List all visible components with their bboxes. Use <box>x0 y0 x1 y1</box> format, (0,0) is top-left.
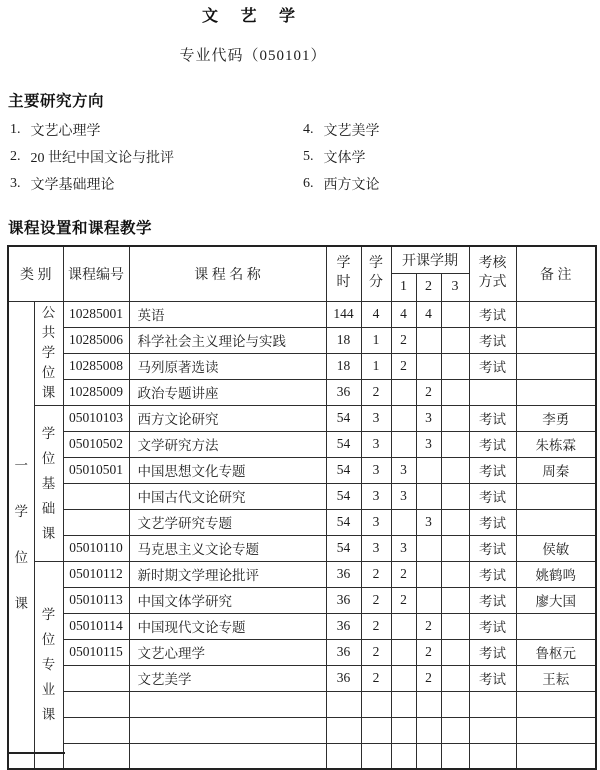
cell-sem1: 3 <box>391 457 416 483</box>
cell-code: 05010113 <box>63 587 129 613</box>
cell-exam: 考试 <box>469 535 516 561</box>
cell-credits: 2 <box>361 639 391 665</box>
cell-exam: 考试 <box>469 353 516 379</box>
course-row <box>8 587 596 613</box>
cell-sem2 <box>416 561 441 587</box>
cell-name: 政治专题讲座 <box>129 379 326 405</box>
cell-note <box>516 353 596 379</box>
header-note: 备 注 <box>516 246 596 301</box>
cell-sem3 <box>441 639 469 665</box>
cell-hours: 36 <box>326 379 361 405</box>
cell-sem3 <box>441 457 469 483</box>
cell-sem1 <box>391 639 416 665</box>
cell-sem1: 2 <box>391 327 416 353</box>
cell-exam: 考试 <box>469 561 516 587</box>
category-group-specialty: 学位专业课 <box>34 561 63 769</box>
cell-sem2: 4 <box>416 301 441 327</box>
cell-credits: 3 <box>361 509 391 535</box>
course-row <box>8 639 596 665</box>
cell-hours: 144 <box>326 301 361 327</box>
cell-sem3 <box>441 301 469 327</box>
cell-hours: 54 <box>326 457 361 483</box>
cell-name: 中国文体学研究 <box>129 587 326 613</box>
cell-code: 05010115 <box>63 639 129 665</box>
category-group-foundation: 学位基础课 <box>34 405 63 561</box>
cell-credits: 1 <box>361 353 391 379</box>
direction-label: 文体学 <box>323 150 366 166</box>
cell-sem2 <box>416 457 441 483</box>
cell-name: 马列原著选读 <box>129 353 326 379</box>
cell-exam: 考试 <box>469 327 516 353</box>
course-row <box>8 301 596 327</box>
cell-credits: 2 <box>361 613 391 639</box>
cell-credits: 3 <box>361 405 391 431</box>
cell-sem3 <box>441 691 469 717</box>
cell-credits: 4 <box>361 301 391 327</box>
cell-note: 王耘 <box>516 665 596 691</box>
cell-sem3 <box>441 561 469 587</box>
cell-sem2 <box>416 327 441 353</box>
cell-note: 周秦 <box>516 457 596 483</box>
header-hours: 学时 <box>326 246 361 301</box>
cell-code: 10285006 <box>63 327 129 353</box>
direction-label: 文艺美学 <box>323 123 380 139</box>
cell-credits: 2 <box>361 561 391 587</box>
cell-sem1: 2 <box>391 353 416 379</box>
course-row <box>8 665 596 691</box>
cell-note <box>516 691 596 717</box>
direction-item-4 <box>303 120 590 140</box>
cell-note: 鲁枢元 <box>516 639 596 665</box>
header-sem-2: 2 <box>416 273 441 301</box>
cell-name: 西方文论研究 <box>129 405 326 431</box>
directions-row <box>10 170 590 197</box>
cell-name <box>129 691 326 717</box>
direction-number: 3. <box>10 175 21 191</box>
direction-number: 5. <box>303 148 314 164</box>
cell-note: 李勇 <box>516 405 596 431</box>
category-column-bottom-border <box>7 752 65 754</box>
cell-credits: 3 <box>361 535 391 561</box>
cell-sem3 <box>441 535 469 561</box>
cell-exam: 考试 <box>469 457 516 483</box>
cell-note: 朱栋霖 <box>516 431 596 457</box>
cell-hours <box>326 743 361 769</box>
direction-label: 西方文论 <box>323 177 380 193</box>
direction-item-2 <box>10 147 303 167</box>
cell-code: 05010112 <box>63 561 129 587</box>
cell-hours: 36 <box>326 665 361 691</box>
cell-exam <box>469 743 516 769</box>
cell-code: 05010502 <box>63 431 129 457</box>
course-row <box>8 327 596 353</box>
cell-name: 中国古代文论研究 <box>129 483 326 509</box>
cell-credits <box>361 717 391 743</box>
direction-number: 1. <box>10 121 21 137</box>
cell-sem2 <box>416 717 441 743</box>
cell-exam <box>469 717 516 743</box>
cell-credits: 2 <box>361 379 391 405</box>
cell-hours <box>326 717 361 743</box>
direction-label: 20 世纪中国文论与批评 <box>30 150 174 166</box>
empty-row <box>8 717 596 743</box>
cell-hours: 36 <box>326 639 361 665</box>
cell-sem1: 3 <box>391 535 416 561</box>
cell-exam: 考试 <box>469 587 516 613</box>
cell-note <box>516 301 596 327</box>
cell-code: 05010501 <box>63 457 129 483</box>
cell-hours: 54 <box>326 405 361 431</box>
header-semesters: 开课学期 <box>391 246 469 273</box>
direction-number: 6. <box>303 175 314 191</box>
cell-code <box>63 509 129 535</box>
course-row <box>8 457 596 483</box>
cell-hours: 54 <box>326 431 361 457</box>
course-row <box>8 509 596 535</box>
cell-note <box>516 717 596 743</box>
cell-sem2 <box>416 483 441 509</box>
header-course-code: 课程编号 <box>63 246 129 301</box>
cell-name: 新时期文学理论批评 <box>129 561 326 587</box>
cell-sem1 <box>391 613 416 639</box>
cell-sem3 <box>441 431 469 457</box>
cell-note <box>516 483 596 509</box>
category-outer-degree-courses: 一学位课 <box>8 301 34 769</box>
cell-hours: 54 <box>326 535 361 561</box>
cell-code <box>63 483 129 509</box>
cell-credits: 2 <box>361 587 391 613</box>
course-row <box>8 405 596 431</box>
courses-heading: 课程设置和课程教学 <box>8 220 153 237</box>
cell-sem1 <box>391 431 416 457</box>
cell-sem1: 2 <box>391 587 416 613</box>
course-row <box>8 535 596 561</box>
cell-hours: 18 <box>326 327 361 353</box>
cell-code <box>63 743 129 769</box>
course-row <box>8 483 596 509</box>
header-exam-method: 考核方式 <box>469 246 516 301</box>
cell-credits: 1 <box>361 327 391 353</box>
cell-exam: 考试 <box>469 639 516 665</box>
page-title: 文 艺 学 <box>202 8 304 25</box>
cell-code: 05010110 <box>63 535 129 561</box>
header-sem-1: 1 <box>391 273 416 301</box>
course-row <box>8 379 596 405</box>
cell-name: 英语 <box>129 301 326 327</box>
cell-sem1 <box>391 665 416 691</box>
cell-sem1: 2 <box>391 561 416 587</box>
header-category: 类 别 <box>8 246 63 301</box>
directions-row <box>10 143 590 170</box>
cell-sem3 <box>441 483 469 509</box>
cell-sem2 <box>416 691 441 717</box>
cell-credits: 2 <box>361 665 391 691</box>
cell-credits: 3 <box>361 457 391 483</box>
cell-name <box>129 743 326 769</box>
cell-sem3 <box>441 327 469 353</box>
cell-sem2: 2 <box>416 379 441 405</box>
cell-note <box>516 327 596 353</box>
cell-sem1 <box>391 743 416 769</box>
cell-hours <box>326 691 361 717</box>
cell-sem2 <box>416 743 441 769</box>
cell-sem2: 2 <box>416 665 441 691</box>
cell-note: 姚鹤鸣 <box>516 561 596 587</box>
cell-name: 科学社会主义理论与实践 <box>129 327 326 353</box>
direction-label: 文学基础理论 <box>30 177 115 193</box>
category-group-public: 公共学位课 <box>34 301 63 405</box>
direction-item-5 <box>303 147 590 167</box>
cell-sem3 <box>441 665 469 691</box>
cell-sem2 <box>416 587 441 613</box>
cell-sem1 <box>391 405 416 431</box>
cell-sem3 <box>441 509 469 535</box>
cell-hours: 18 <box>326 353 361 379</box>
direction-item-3 <box>10 174 303 194</box>
cell-sem1 <box>391 509 416 535</box>
empty-row <box>8 691 596 717</box>
cell-sem3 <box>441 353 469 379</box>
cell-sem3 <box>441 717 469 743</box>
cell-sem1 <box>391 717 416 743</box>
cell-code: 10285009 <box>63 379 129 405</box>
cell-note <box>516 509 596 535</box>
cell-code: 10285008 <box>63 353 129 379</box>
cell-name: 文学研究方法 <box>129 431 326 457</box>
cell-code: 05010114 <box>63 613 129 639</box>
cell-code <box>63 717 129 743</box>
header-row-1 <box>8 246 596 273</box>
course-row <box>8 353 596 379</box>
cell-exam: 考试 <box>469 483 516 509</box>
direction-number: 2. <box>10 148 21 164</box>
cell-sem1: 4 <box>391 301 416 327</box>
cell-credits: 3 <box>361 483 391 509</box>
cell-note <box>516 379 596 405</box>
cell-name <box>129 717 326 743</box>
cell-sem1 <box>391 691 416 717</box>
major-code: 专业代码（050101） <box>179 48 327 64</box>
cell-sem3 <box>441 613 469 639</box>
cell-sem1: 3 <box>391 483 416 509</box>
cell-sem2 <box>416 353 441 379</box>
cell-hours: 54 <box>326 509 361 535</box>
cell-name: 文艺美学 <box>129 665 326 691</box>
cell-name: 中国思想文化专题 <box>129 457 326 483</box>
course-table <box>7 245 597 770</box>
cell-exam: 考试 <box>469 431 516 457</box>
cell-hours: 36 <box>326 561 361 587</box>
cell-sem2: 3 <box>416 405 441 431</box>
cell-name: 中国现代文论专题 <box>129 613 326 639</box>
direction-label: 文艺心理学 <box>30 123 101 139</box>
empty-row <box>8 743 596 769</box>
cell-sem1 <box>391 379 416 405</box>
cell-code: 05010103 <box>63 405 129 431</box>
cell-exam <box>469 691 516 717</box>
cell-credits: 3 <box>361 431 391 457</box>
cell-code <box>63 691 129 717</box>
cell-hours: 36 <box>326 613 361 639</box>
cell-sem3 <box>441 405 469 431</box>
header-course-name: 课 程 名 称 <box>129 246 326 301</box>
cell-note: 侯敏 <box>516 535 596 561</box>
cell-sem2 <box>416 535 441 561</box>
cell-sem2: 3 <box>416 431 441 457</box>
cell-exam: 考试 <box>469 613 516 639</box>
cell-name: 马克思主义文论专题 <box>129 535 326 561</box>
cell-name: 文艺学研究专题 <box>129 509 326 535</box>
cell-sem2: 3 <box>416 509 441 535</box>
cell-exam <box>469 379 516 405</box>
cell-code <box>63 665 129 691</box>
cell-credits <box>361 691 391 717</box>
header-credits: 学分 <box>361 246 391 301</box>
cell-hours: 36 <box>326 587 361 613</box>
course-row <box>8 613 596 639</box>
cell-sem3 <box>441 587 469 613</box>
cell-sem2: 2 <box>416 639 441 665</box>
cell-sem3 <box>441 379 469 405</box>
cell-exam: 考试 <box>469 665 516 691</box>
cell-name: 文艺心理学 <box>129 639 326 665</box>
directions-row <box>10 116 590 143</box>
cell-hours: 54 <box>326 483 361 509</box>
research-directions-heading: 主要研究方向 <box>8 93 105 110</box>
cell-sem3 <box>441 743 469 769</box>
cell-note <box>516 613 596 639</box>
cell-code: 10285001 <box>63 301 129 327</box>
cell-note <box>516 743 596 769</box>
course-row <box>8 561 596 587</box>
cell-exam: 考试 <box>469 301 516 327</box>
cell-sem2: 2 <box>416 613 441 639</box>
cell-credits <box>361 743 391 769</box>
header-sem-3: 3 <box>441 273 469 301</box>
course-table-container <box>7 245 597 770</box>
direction-number: 4. <box>303 121 314 137</box>
direction-item-6 <box>303 174 590 194</box>
course-row <box>8 431 596 457</box>
cell-note: 廖大国 <box>516 587 596 613</box>
direction-item-1 <box>10 120 303 140</box>
cell-exam: 考试 <box>469 405 516 431</box>
cell-exam: 考试 <box>469 509 516 535</box>
research-directions-list <box>10 116 590 197</box>
